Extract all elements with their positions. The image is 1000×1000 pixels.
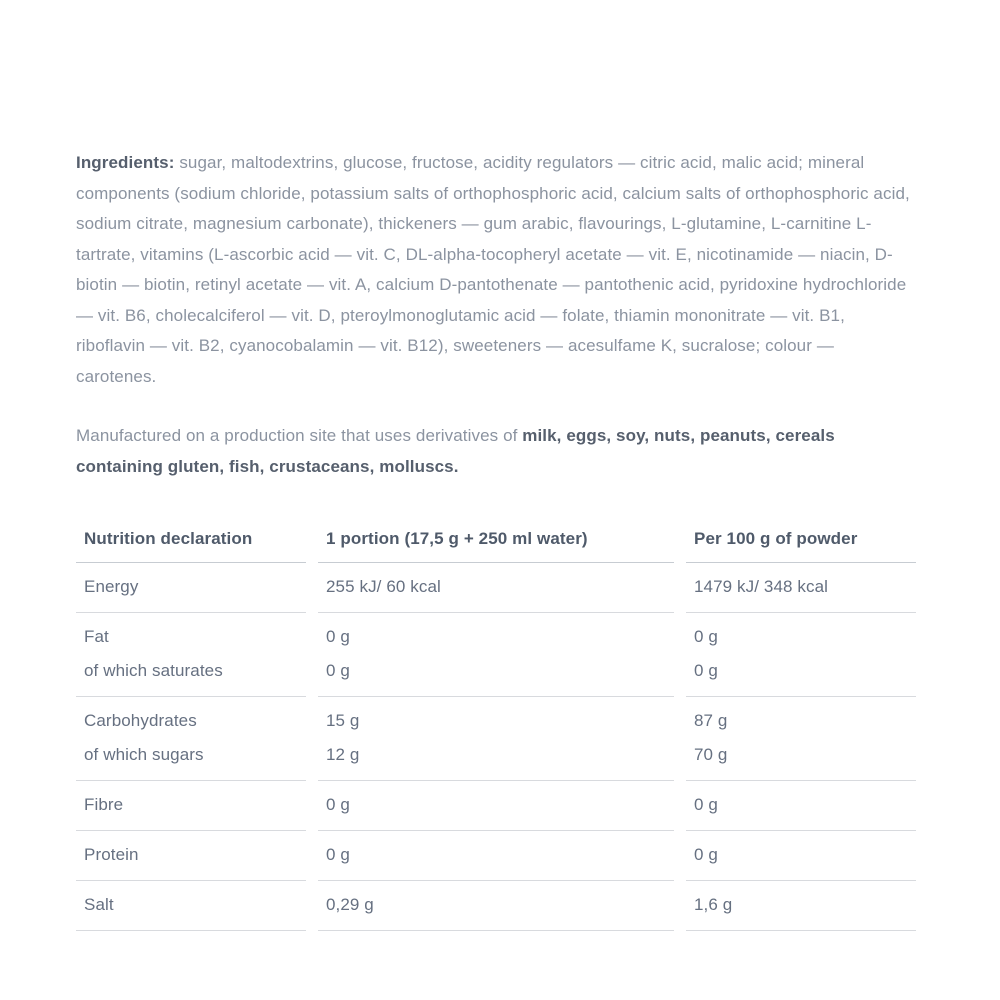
portion-value-cell: 0 g (318, 831, 674, 881)
table-row (76, 613, 916, 654)
per100-value-cell: 70 g (686, 738, 916, 781)
table-row (76, 781, 916, 831)
allergens-list: milk, eggs, soy, nuts, peanuts, cereals containing gluten, fish, crustaceans, molluscs. (76, 426, 835, 476)
portion-value-cell: 15 g (326, 711, 360, 730)
nutrition-table-body (76, 563, 916, 931)
per100-value-cell: 0 g (694, 627, 718, 646)
per100-value-cell: 1479 kJ/ 348 kcal (686, 563, 916, 613)
table-row (76, 738, 916, 781)
ingredients-label: Ingredients: (76, 153, 175, 172)
nutrient-label-cell: Salt (76, 881, 306, 931)
header-per100: Per 100 g of powder (686, 523, 916, 563)
ingredients-text: sugar, maltodextrins, glucose, fructose, acidity regulators — citric acid, malic acid; mineral components (sodium chloride, potassium salts of orthophosphoric acid, calcium salts of orthophosphoric acid, sodium citrate, magnesium carbonate), thickeners — gum arabic, flavourings, L-glutamine, L-carnitine L-tartrate, vitamins (L-ascorbic acid — vit. C, DL-alpha-tocopheryl acetate — vit. E, nicotinamide — niacin, D-biotin — biotin, retinyl acetate — vit. A, calcium D-pantothenate — pantothenic acid, pyridoxine hydrochloride — vit. B6, cholecalciferol — vit. D, pteroylmonoglutamic acid — folate, thiamin mononitrate — vit. B1, riboflavin — vit. B2, cyanocobalamin — vit. B12), sweeteners — acesulfame K, sucralose; colour — carotenes. (76, 153, 910, 386)
nutrient-label-cell: of which sugars (76, 738, 306, 781)
nutrient-label-cell: Carbohydrates (84, 711, 197, 730)
portion-value-cell: 0 g (318, 654, 674, 697)
ingredients-paragraph (76, 148, 916, 392)
per100-value-cell: 1,6 g (686, 881, 916, 931)
allergens-paragraph (76, 421, 916, 482)
table-header-row (76, 523, 916, 563)
nutrient-label-cell: Energy (76, 563, 306, 613)
table-row (76, 831, 916, 881)
portion-value-cell: 0,29 g (318, 881, 674, 931)
table-row (76, 697, 916, 738)
per100-value-cell: 87 g (694, 711, 728, 730)
nutrition-declaration-table (64, 523, 928, 931)
nutrient-label-cell: Fibre (76, 781, 306, 831)
nutrient-label-cell: Fat (84, 627, 109, 646)
portion-value-cell: 0 g (318, 781, 674, 831)
portion-value-cell: 255 kJ/ 60 kcal (318, 563, 674, 613)
table-row (76, 654, 916, 697)
nutrient-label-cell: Protein (76, 831, 306, 881)
per100-value-cell: 0 g (686, 831, 916, 881)
header-nutrient: Nutrition declaration (76, 523, 306, 563)
header-portion: 1 portion (17,5 g + 250 ml water) (318, 523, 674, 563)
per100-value-cell: 0 g (686, 781, 916, 831)
portion-value-cell: 0 g (326, 627, 350, 646)
allergens-text: Manufactured on a production site that uses derivatives of (76, 426, 523, 445)
table-row (76, 881, 916, 931)
portion-value-cell: 12 g (318, 738, 674, 781)
table-row (76, 563, 916, 613)
nutrient-label-cell: of which saturates (76, 654, 306, 697)
nutrition-table-header (76, 523, 916, 563)
product-description (76, 148, 916, 931)
per100-value-cell: 0 g (686, 654, 916, 697)
